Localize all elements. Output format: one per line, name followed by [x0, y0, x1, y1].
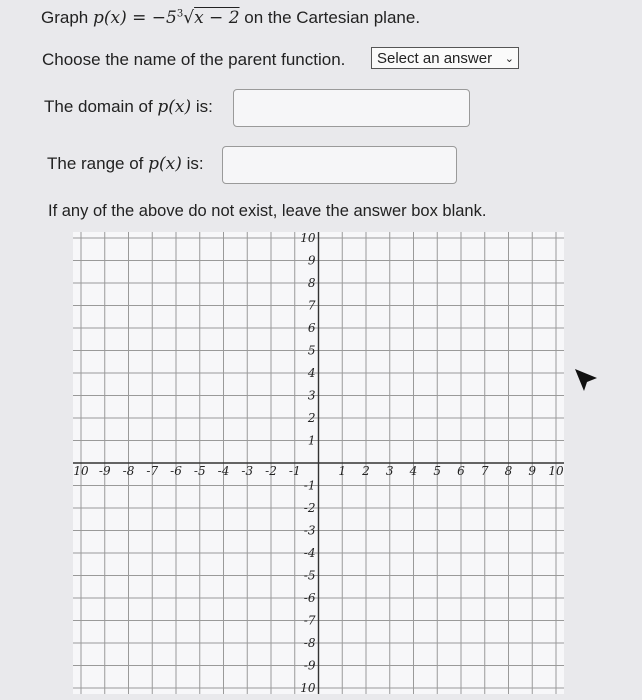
x-tick-label: -1 [288, 464, 301, 478]
function-expression: $p(x) = -5^3√x - 2$ [92, 8, 240, 28]
x-tick-label: -3 [241, 464, 254, 478]
y-tick-label: -1 [303, 478, 316, 493]
y-tick-label: 8 [307, 276, 316, 290]
x-tick-label: 1 [338, 464, 347, 478]
y-tick-label: -4 [303, 546, 316, 560]
y-tick-label: 6 [307, 321, 316, 335]
y-tick-label: -5 [303, 568, 316, 583]
x-tick-label: -2 [265, 464, 277, 478]
y-tick-label: 5 [307, 343, 316, 358]
range-label: The range of p(x) is: [47, 154, 204, 174]
x-tick-label: 10 [548, 464, 564, 478]
x-tick-label: 4 [409, 464, 418, 478]
cursor-arrow-icon [573, 368, 601, 394]
x-tick-label: -6 [170, 464, 182, 478]
x-tick-label: 2 [362, 464, 370, 478]
y-tick-label: 7 [307, 298, 316, 313]
y-tick-label: -3 [303, 523, 316, 538]
parent-function-label: Choose the name of the parent function. [42, 50, 346, 69]
y-tick-label: -9 [303, 658, 316, 673]
y-tick-label: 4 [307, 366, 316, 380]
question-text: Graph $p(x) = -5^3√x - 2$ on the Cartesian plane. [41, 8, 421, 28]
y-tick-label: 3 [307, 388, 316, 403]
y-tick-label: 9 [307, 253, 316, 268]
x-tick-label: -9 [98, 464, 111, 478]
x-tick-label: -4 [217, 464, 230, 478]
y-tick-label: -2 [303, 501, 316, 515]
y-tick-label: 2 [307, 411, 316, 425]
x-tick-label: 3 [385, 464, 394, 478]
parent-function-select[interactable]: Select an answer ⌄ [371, 47, 519, 69]
x-tick-label: 8 [504, 464, 513, 478]
y-tick-label: -6 [303, 591, 316, 605]
y-tick-label: -8 [303, 636, 316, 650]
y-tick-label: -7 [303, 613, 316, 628]
x-tick-label: 6 [457, 464, 465, 478]
x-tick-label: -7 [146, 464, 159, 478]
x-tick-label: 10 [73, 464, 89, 478]
x-tick-label: 7 [480, 464, 489, 478]
x-tick-label: 5 [433, 464, 442, 478]
y-tick-label: 10 [300, 681, 316, 695]
note-text: If any of the above do not exist, leave the answer box blank. [48, 202, 487, 220]
y-tick-label: 1 [307, 433, 316, 448]
y-tick-label: 10 [300, 231, 316, 245]
domain-label: The domain of p(x) is: [44, 97, 213, 117]
x-tick-label: 9 [528, 464, 537, 478]
chevron-down-icon: ⌄ [504, 53, 514, 65]
x-tick-label: -8 [122, 464, 135, 478]
x-tick-label: -5 [193, 464, 206, 478]
